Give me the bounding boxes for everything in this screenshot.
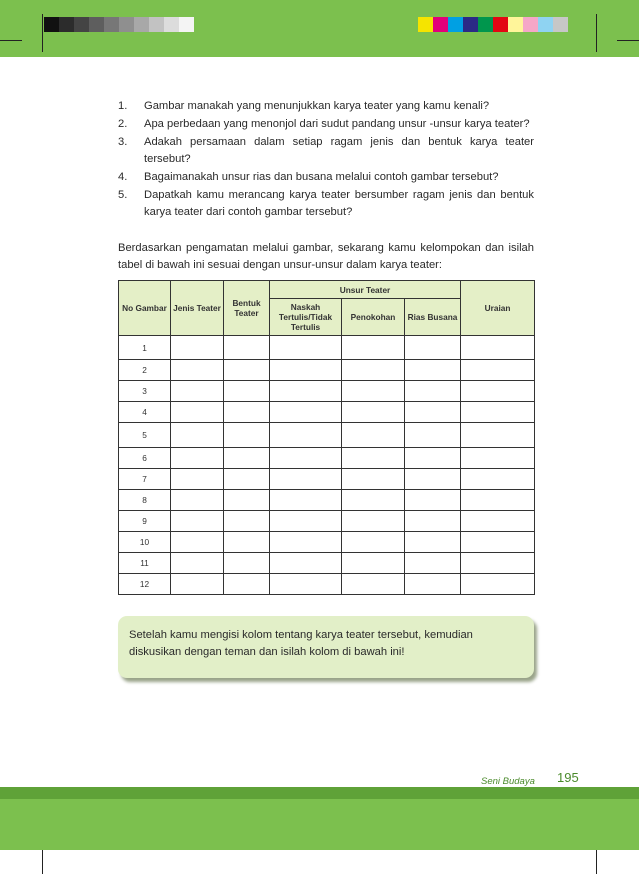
row-number-cell: 2 [119, 360, 171, 381]
question-item [118, 134, 534, 168]
color-swatch [164, 17, 179, 32]
question-number: 5. [118, 189, 128, 201]
blank-cell[interactable] [224, 490, 270, 511]
blank-cell[interactable] [270, 574, 342, 595]
blank-cell[interactable] [224, 511, 270, 532]
row-number-cell: 12 [119, 574, 171, 595]
blank-cell[interactable] [342, 553, 405, 574]
blank-cell[interactable] [461, 336, 535, 360]
blank-cell[interactable] [405, 336, 461, 360]
table-row [119, 423, 535, 448]
question-item [118, 187, 534, 221]
question-number: 2. [118, 118, 128, 130]
color-swatch [59, 17, 74, 32]
blank-cell[interactable] [270, 360, 342, 381]
question-text: Bagaimanakah unsur rias dan busana melalui contoh gambar tersebut? [144, 171, 499, 183]
blank-cell[interactable] [224, 381, 270, 402]
blank-cell[interactable] [270, 402, 342, 423]
blank-cell[interactable] [224, 532, 270, 553]
blank-cell[interactable] [342, 448, 405, 469]
blank-cell[interactable] [270, 336, 342, 360]
color-swatch [89, 17, 104, 32]
blank-cell[interactable] [224, 574, 270, 595]
blank-cell[interactable] [342, 402, 405, 423]
crop-mark [617, 40, 639, 41]
blank-cell[interactable] [461, 532, 535, 553]
blank-cell[interactable] [461, 423, 535, 448]
table-row [119, 360, 535, 381]
header-no-gambar: No Gambar [119, 281, 171, 336]
blank-cell[interactable] [342, 490, 405, 511]
table-row [119, 574, 535, 595]
crop-mark [596, 14, 597, 52]
blank-cell[interactable] [405, 469, 461, 490]
blank-cell[interactable] [405, 532, 461, 553]
blank-cell[interactable] [405, 402, 461, 423]
blank-cell[interactable] [342, 360, 405, 381]
blank-cell[interactable] [405, 360, 461, 381]
blank-cell[interactable] [171, 448, 224, 469]
blank-cell[interactable] [171, 469, 224, 490]
blank-cell[interactable] [224, 469, 270, 490]
blank-cell[interactable] [405, 553, 461, 574]
color-swatch [179, 17, 194, 32]
color-swatch [508, 17, 523, 32]
blank-cell[interactable] [342, 574, 405, 595]
blank-cell[interactable] [461, 490, 535, 511]
header-unsur-teater: Unsur Teater [270, 281, 461, 299]
question-number: 3. [118, 136, 128, 148]
blank-cell[interactable] [224, 402, 270, 423]
blank-cell[interactable] [224, 360, 270, 381]
color-swatch [538, 17, 553, 32]
blank-cell[interactable] [171, 553, 224, 574]
question-item [118, 116, 534, 133]
blank-cell[interactable] [171, 381, 224, 402]
color-swatch-strip [418, 17, 568, 32]
header-jenis-teater: Jenis Teater [171, 281, 224, 336]
question-text: Adakah persamaan dalam setiap ragam jenis dan bentuk karya teater tersebut? [144, 136, 534, 165]
table-row [119, 553, 535, 574]
blank-cell[interactable] [171, 336, 224, 360]
blank-cell[interactable] [405, 574, 461, 595]
blank-cell[interactable] [342, 532, 405, 553]
blank-cell[interactable] [461, 574, 535, 595]
blank-cell[interactable] [270, 532, 342, 553]
theater-elements-table [118, 280, 535, 595]
color-swatch [119, 17, 134, 32]
question-number: 4. [118, 171, 128, 183]
instruction-note-box: Setelah kamu mengisi kolom tentang karya teater tersebut, kemudian diskusikan dengan teman dan isilah kolom di bawah ini! [118, 616, 534, 678]
color-swatch [553, 17, 568, 32]
row-number-cell: 6 [119, 448, 171, 469]
blank-cell[interactable] [270, 511, 342, 532]
blank-cell[interactable] [461, 448, 535, 469]
blank-cell[interactable] [270, 381, 342, 402]
blank-cell[interactable] [171, 423, 224, 448]
row-number-cell: 10 [119, 532, 171, 553]
table-row [119, 511, 535, 532]
crop-mark [0, 40, 22, 41]
question-text: Apa perbedaan yang menonjol dari sudut pandang unsur -unsur karya teater? [144, 118, 530, 130]
row-number-cell: 4 [119, 402, 171, 423]
color-swatch [433, 17, 448, 32]
blank-cell[interactable] [270, 490, 342, 511]
blank-cell[interactable] [171, 574, 224, 595]
blank-cell[interactable] [461, 553, 535, 574]
blank-cell[interactable] [270, 469, 342, 490]
blank-cell[interactable] [405, 448, 461, 469]
blank-cell[interactable] [171, 532, 224, 553]
blank-cell[interactable] [224, 336, 270, 360]
question-list [118, 98, 534, 222]
color-swatch [478, 17, 493, 32]
instruction-paragraph: Berdasarkan pengamatan melalui gambar, sekarang kamu kelompokan dan isilah tabel di bawah ini sesuai dengan unsur-unsur dalam karya teater: [118, 242, 534, 271]
blank-cell[interactable] [342, 469, 405, 490]
table-row [119, 336, 535, 360]
table-row [119, 490, 535, 511]
table-row [119, 448, 535, 469]
blank-cell[interactable] [270, 423, 342, 448]
header-naskah: Naskah Tertulis/Tidak Tertulis [270, 299, 342, 336]
row-number-cell: 9 [119, 511, 171, 532]
blank-cell[interactable] [405, 423, 461, 448]
question-item [118, 98, 534, 115]
row-number-cell: 5 [119, 423, 171, 448]
blank-cell[interactable] [342, 336, 405, 360]
grayscale-swatch-strip [44, 17, 194, 32]
header-rias-busana: Rias Busana [405, 299, 461, 336]
blank-cell[interactable] [270, 553, 342, 574]
color-swatch [104, 17, 119, 32]
color-swatch [44, 17, 59, 32]
blank-cell[interactable] [405, 511, 461, 532]
blank-cell[interactable] [171, 402, 224, 423]
blank-cell[interactable] [171, 511, 224, 532]
question-text: Gambar manakah yang menunjukkan karya teater yang kamu kenali? [144, 100, 490, 112]
blank-cell[interactable] [405, 490, 461, 511]
page-number: 195 [557, 770, 579, 785]
table-row [119, 532, 535, 553]
blank-cell[interactable] [224, 553, 270, 574]
blank-cell[interactable] [461, 381, 535, 402]
header-bentuk-teater: Bentuk Teater [224, 281, 270, 336]
blank-cell[interactable] [461, 402, 535, 423]
book-title: Seni Budaya [481, 776, 535, 787]
blank-cell[interactable] [342, 423, 405, 448]
blank-cell[interactable] [342, 381, 405, 402]
blank-cell[interactable] [171, 490, 224, 511]
blank-cell[interactable] [224, 448, 270, 469]
color-swatch [463, 17, 478, 32]
row-number-cell: 3 [119, 381, 171, 402]
color-swatch [418, 17, 433, 32]
blank-cell[interactable] [342, 511, 405, 532]
color-swatch [493, 17, 508, 32]
bottom-color-band [0, 787, 639, 850]
blank-cell[interactable] [224, 423, 270, 448]
row-number-cell: 11 [119, 553, 171, 574]
table-row [119, 469, 535, 490]
blank-cell[interactable] [461, 511, 535, 532]
blank-cell[interactable] [461, 360, 535, 381]
question-text: Dapatkah kamu merancang karya teater bersumber ragam jenis dan bentuk karya teater dari contoh gambar tersebut? [144, 189, 534, 218]
color-swatch [149, 17, 164, 32]
color-swatch [448, 17, 463, 32]
color-swatch [523, 17, 538, 32]
row-number-cell: 7 [119, 469, 171, 490]
header-uraian: Uraian [461, 281, 535, 336]
table-row [119, 402, 535, 423]
row-number-cell: 8 [119, 490, 171, 511]
question-item [118, 169, 534, 186]
question-number: 1. [118, 100, 128, 112]
table-row [119, 381, 535, 402]
blank-cell[interactable] [461, 469, 535, 490]
crop-mark [42, 14, 43, 52]
row-number-cell: 1 [119, 336, 171, 360]
blank-cell[interactable] [270, 448, 342, 469]
color-swatch [74, 17, 89, 32]
color-swatch [134, 17, 149, 32]
blank-cell[interactable] [171, 360, 224, 381]
blank-cell[interactable] [405, 381, 461, 402]
header-penokohan: Penokohan [342, 299, 405, 336]
